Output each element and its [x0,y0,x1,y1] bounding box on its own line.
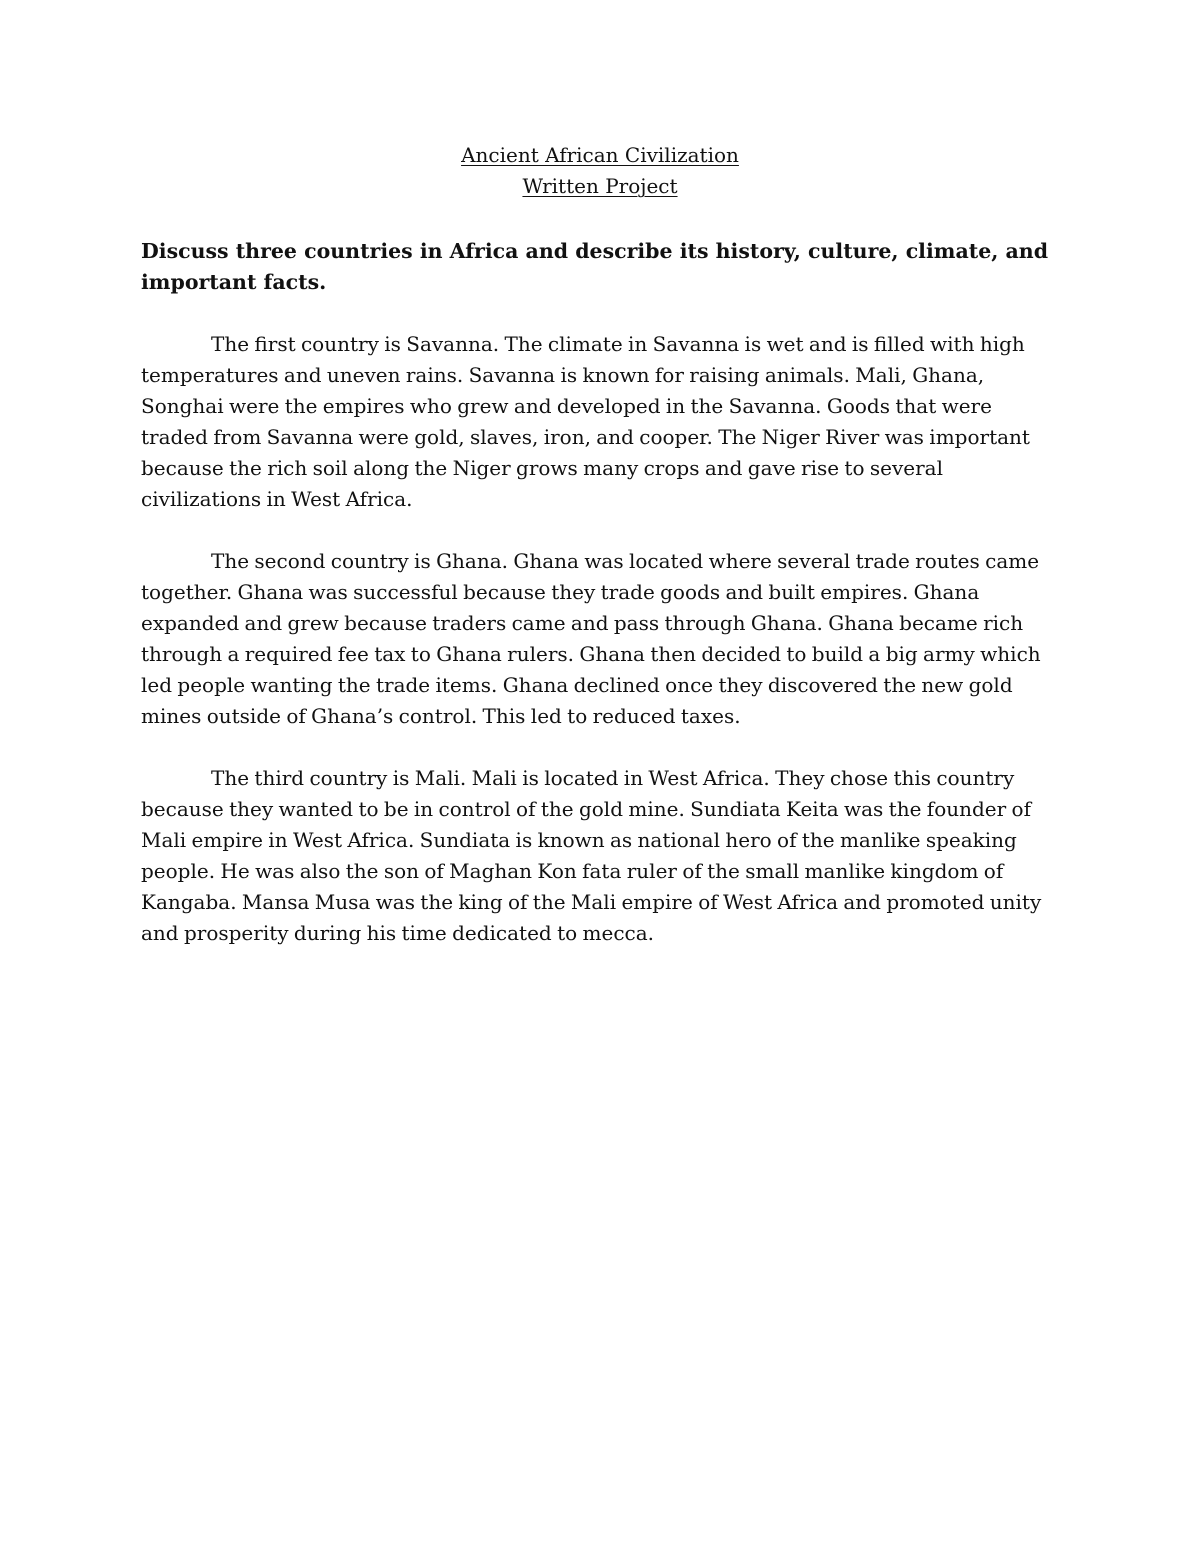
paragraph-mali: The third country is Mali. Mali is located in West Africa. They chose this country because they wanted to be in control of the gold mine. Sundiata Keita was the founder of Mali empire in West Africa. Sundiata is known as national hero of the manlike speaking people. He was also the son of Maghan Kon fata ruler of the small manlike kingdom of Kangaba. Mansa Musa was the king of the Mali empire of West Africa and promoted unity and prosperity during his time dedicated to mecca. [141,766,1042,945]
document-body [141,140,1061,969]
paragraph-savanna: The first country is Savanna. The climate in Savanna is wet and is filled with high temperatures and uneven rains. Savanna is known for raising animals. Mali, Ghana, Songhai were the empires who grew and developed in the Savanna. Goods that were traded from Savanna were gold, slaves, iron, and cooper. The Niger River was important because the rich soil along the Niger grows many crops and gave rise to several civilizations in West Africa. [141,332,1030,511]
document-title: Ancient African Civilization [461,143,739,167]
paragraph-ghana: The second country is Ghana. Ghana was located where several trade routes came together. Ghana was successful because they trade goods and built empires. Ghana expanded and grew because traders came and pass through Ghana. Ghana became rich through a required fee tax to Ghana rulers. Ghana then decided to build a big army which led people wanting the trade items. Ghana declined once they discovered the new gold mines outside of Ghana’s control. This led to reduced taxes. [141,549,1041,728]
document-subtitle: Written Project [522,174,678,198]
assignment-prompt: Discuss three countries in Africa and describe its history, culture, climate, and important facts. [141,239,1049,294]
title-block [139,140,1061,202]
document-title-line [139,140,1061,171]
document-subtitle-line [139,171,1061,202]
